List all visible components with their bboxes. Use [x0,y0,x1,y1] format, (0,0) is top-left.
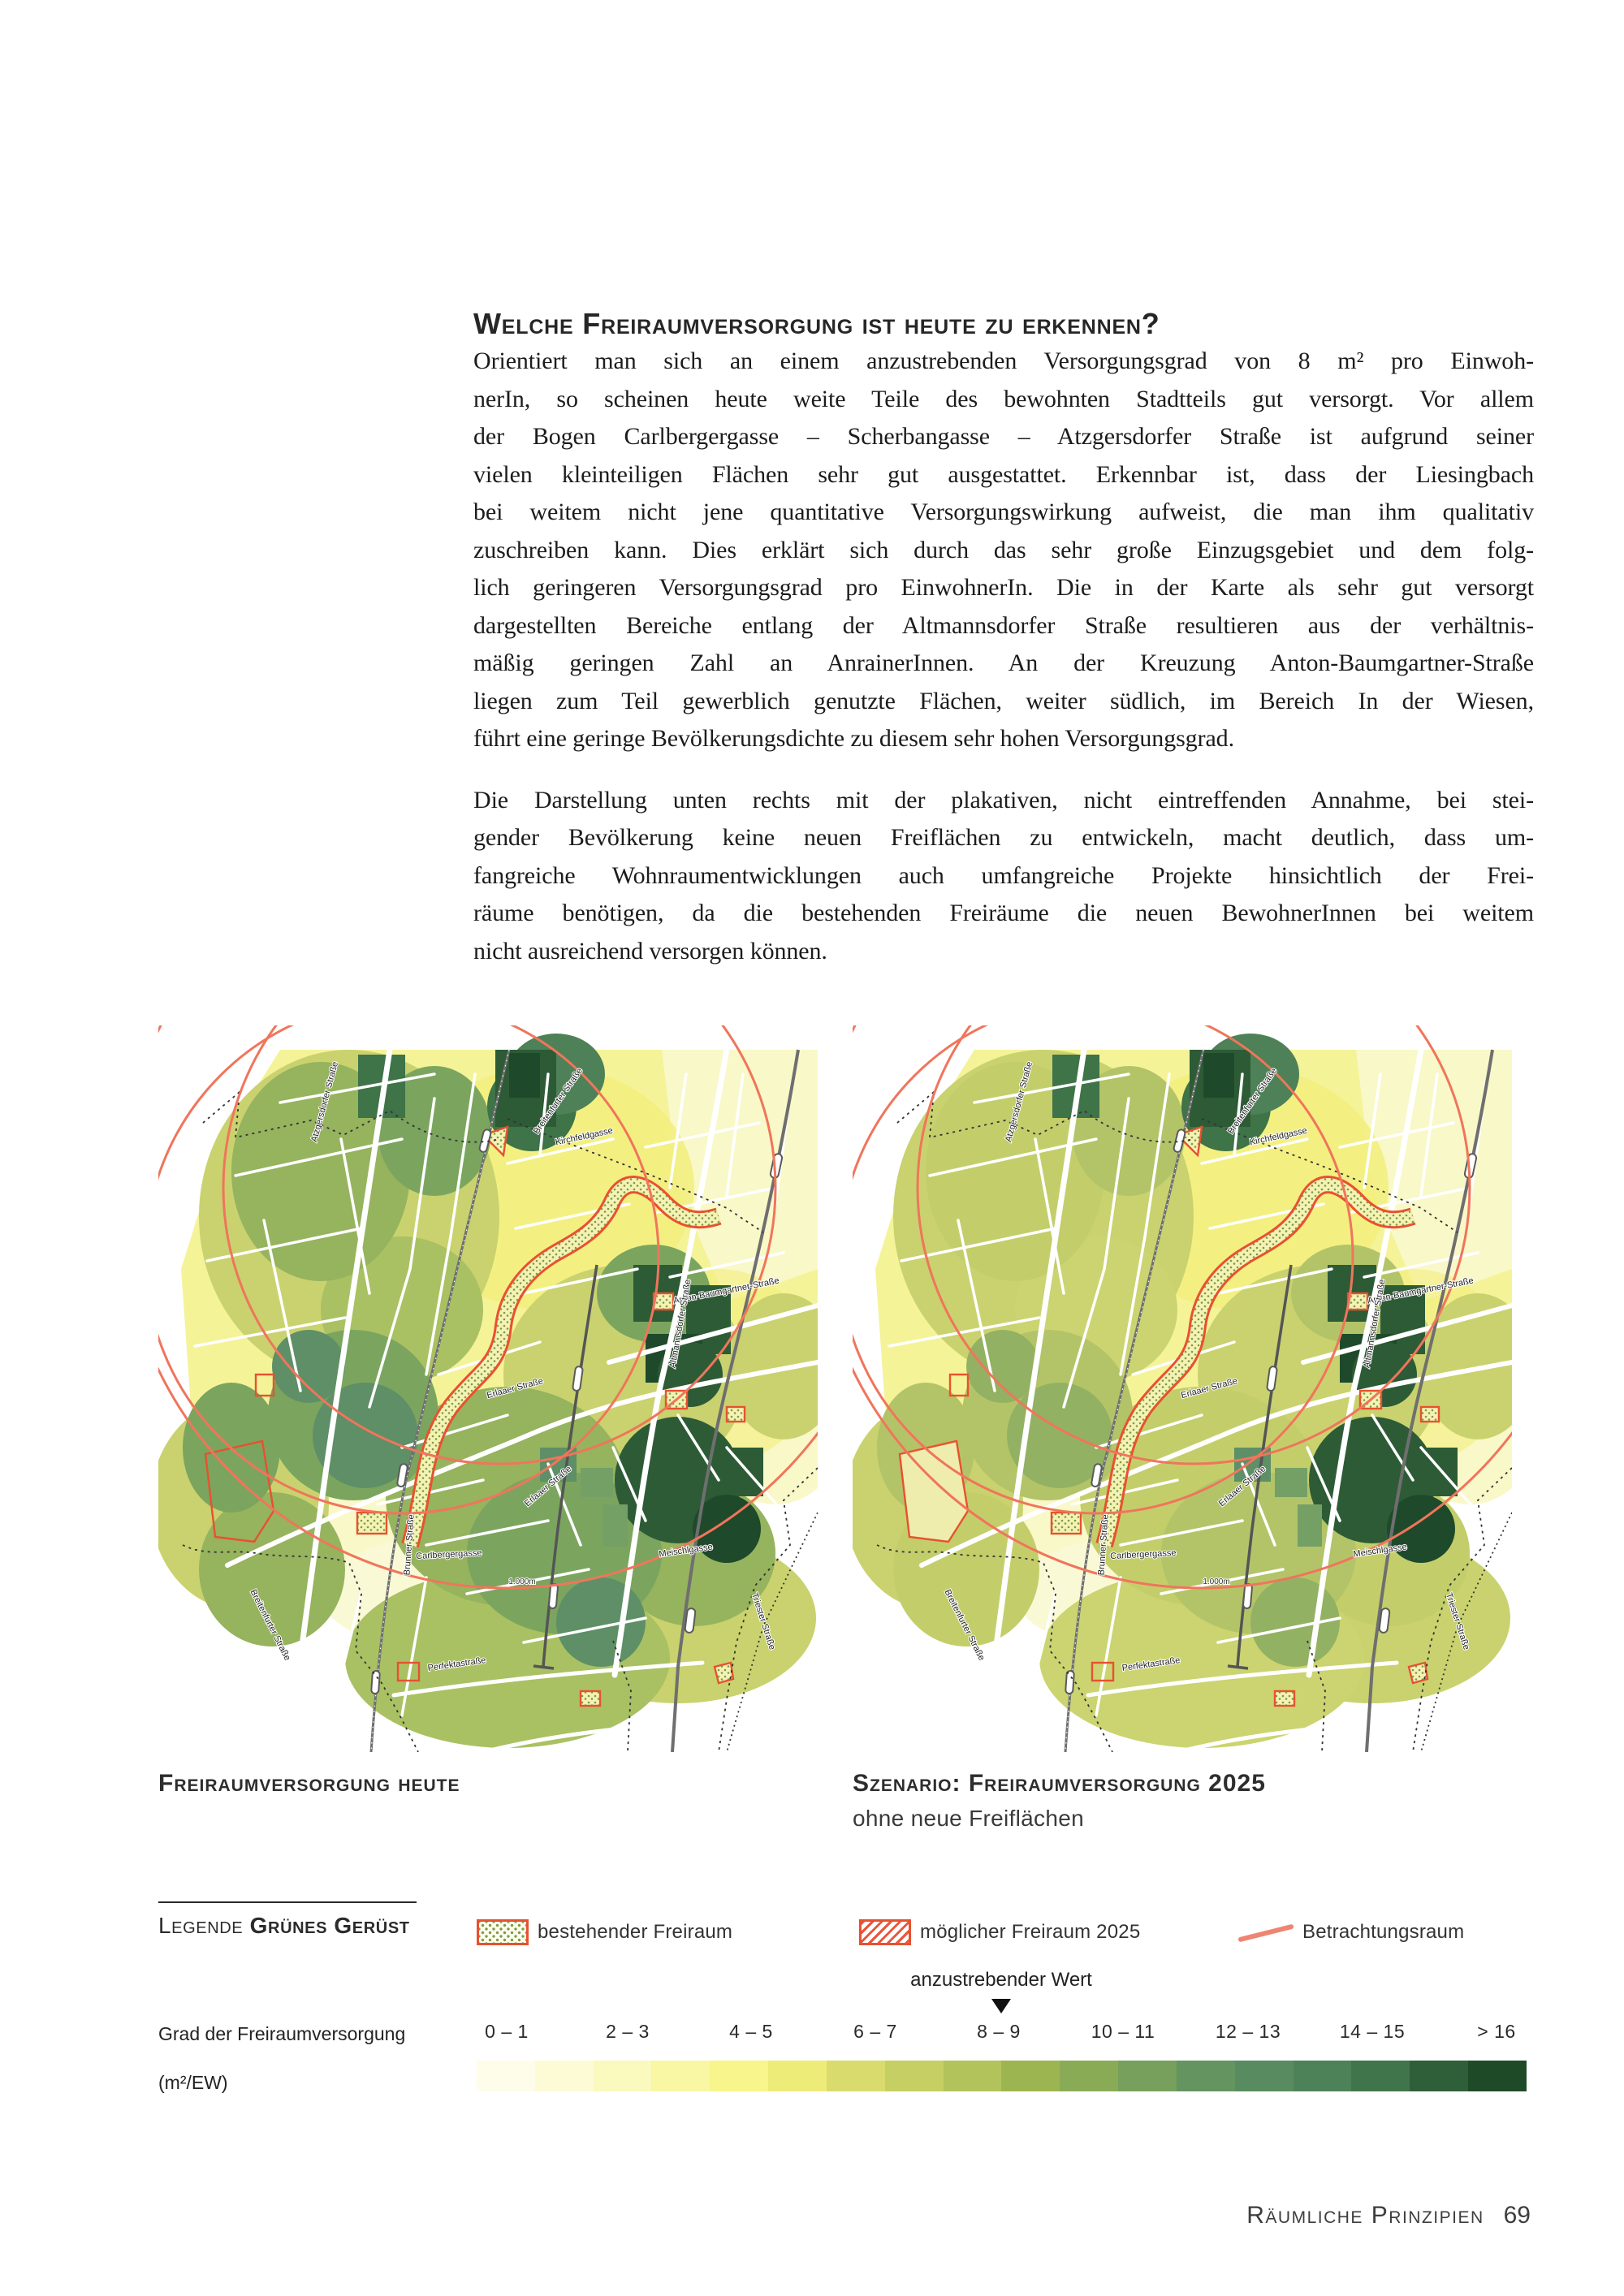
color-scale-cell [1177,2061,1235,2091]
scale-tick: > 16 [1477,2021,1516,2042]
scale-tick: 8 – 9 [977,2021,1021,2042]
body-text-line: gender Bevölkerung keine neuen Freiflächen zu entwickeln, macht deutlich, dass um- [473,824,1534,851]
color-scale-cell [768,2061,827,2091]
color-scale-cell [1468,2061,1527,2091]
scale-tick: 14 – 15 [1339,2021,1406,2042]
red-line-swatch-icon [1237,1924,1294,1943]
scale-tick: 6 – 7 [853,2021,897,2042]
paragraph-1 [473,343,1534,758]
color-scale-cell [594,2061,652,2091]
color-scale-cell [1060,2061,1118,2091]
body-text-line: vielen kleinteiligen Flächen sehr gut ausgestattet. Erkennbar ist, dass der Liesingbach [473,460,1534,488]
color-scale-cell [535,2061,594,2091]
red-hatch-swatch-icon [859,1919,911,1945]
color-scale-cell [1118,2061,1177,2091]
color-scale-cell [885,2061,944,2091]
body-text-line: liegen zum Teil gewerblich genutzte Flächen, weiter südlich, im Bereich In der Wiesen, [473,687,1534,714]
body-text-line: Die Darstellung unten rechts mit der plakativen, nicht eintreffenden Annahme, bei stei- [473,786,1534,814]
scale-tick: 0 – 1 [485,2021,529,2042]
color-scale-cell [1351,2061,1410,2091]
color-scale-cell [827,2061,885,2091]
target-value-marker-icon [991,1999,1011,2013]
legend-title-prefix: Legende [158,1913,244,1938]
body-text-line: fangreiche Wohnraumentwicklungen auch umfangreiche Projekte hinsichtlich der Frei- [473,861,1534,889]
body-text-line: nerIn, so scheinen heute weite Teile des bewohnten Stadtteils gut versorgt. Vor allem [473,385,1534,412]
target-value-label: anzustrebender Wert [910,1969,1092,1991]
page-number: 69 [1503,2202,1531,2229]
page-footer [1246,2202,1531,2229]
body-text-line: lich geringeren Versorgungsgrad pro EinwohnerIn. Die in der Karte als sehr gut versorgt [473,574,1534,601]
color-scale-cell [477,2061,535,2091]
map-freiraumversorgung-heute [158,1025,818,1752]
scale-tick: 4 – 5 [729,2021,773,2042]
dotted-area-swatch-icon [477,1919,529,1945]
color-scale-cell [1001,2061,1060,2091]
map-szenario-2025 [853,1025,1512,1752]
scale-axis-unit: (m²/EW) [158,2072,228,2093]
color-scale-bar [477,2061,1527,2091]
color-scale-cell [710,2061,768,2091]
body-text-line: Orientiert man sich an einem anzustrebenden Versorgungsgrad von 8 m² pro Einwoh- [473,347,1534,374]
footer-section-title: Räumliche Prinzipien [1246,2202,1484,2229]
map-caption-right: Szenario: Freiraumversorgung 2025 [853,1770,1266,1797]
article [473,305,1534,970]
body-text-line: dargestellten Bereiche entlang der Altmannsdorfer Straße resultieren aus der verhältnis- [473,611,1534,639]
legend-title [158,1913,410,1939]
body-text-line: nicht ausreichend versorgen können. [473,937,827,965]
scale-axis-title: Grad der Freiraumversorgung [158,2023,406,2044]
color-scale-cell [1410,2061,1468,2091]
paragraph-2 [473,782,1534,971]
color-scale-cell [944,2061,1002,2091]
body-text-line: räume benötigen, da die bestehenden Freiräume die neuen BewohnerInnen bei weitem [473,900,1534,926]
color-scale-cell [1294,2061,1352,2091]
scale-tick: 2 – 3 [606,2021,650,2042]
map-caption-right-sub: ohne neue Freiflächen [853,1806,1084,1831]
legend-item-label: bestehender Freiraum [538,1921,733,1943]
map-caption-left: Freiraumversorgung heute [158,1770,460,1797]
legend-item-label: möglicher Freiraum 2025 [920,1921,1141,1943]
color-scale-cell [651,2061,710,2091]
scale-tick: 10 – 11 [1091,2021,1155,2042]
body-text-line: mäßig geringen Zahl an AnrainerInnen. An der Kreuzung Anton-Baumgartner-Straße [473,650,1534,676]
color-scale-cell [1235,2061,1294,2091]
legend-title-bold: Grünes Gerüst [249,1913,410,1938]
scale-tick: 12 – 13 [1215,2021,1281,2042]
legend-divider [158,1901,417,1903]
section-heading: Welche Freiraumversorgung ist heute zu erkennen? [473,307,1160,340]
body-text-line: führt eine geringe Bevölkerungsdichte zu diesem sehr hohen Versorgungsgrad. [473,725,1234,752]
body-text-line: der Bogen Carlbergergasse – Scherbangasse – Atzgersdorfer Straße ist aufgrund seiner [473,423,1534,450]
legend-item-label: Betrachtungsraum [1302,1921,1465,1943]
body-text-line: zuschreiben kann. Dies erklärt sich durch das sehr große Einzugsgebiet und dem folg- [473,536,1534,563]
body-text-line: bei weitem nicht jene quantitative Versorgungswirkung aufweist, die man ihm qualitativ [473,498,1534,525]
